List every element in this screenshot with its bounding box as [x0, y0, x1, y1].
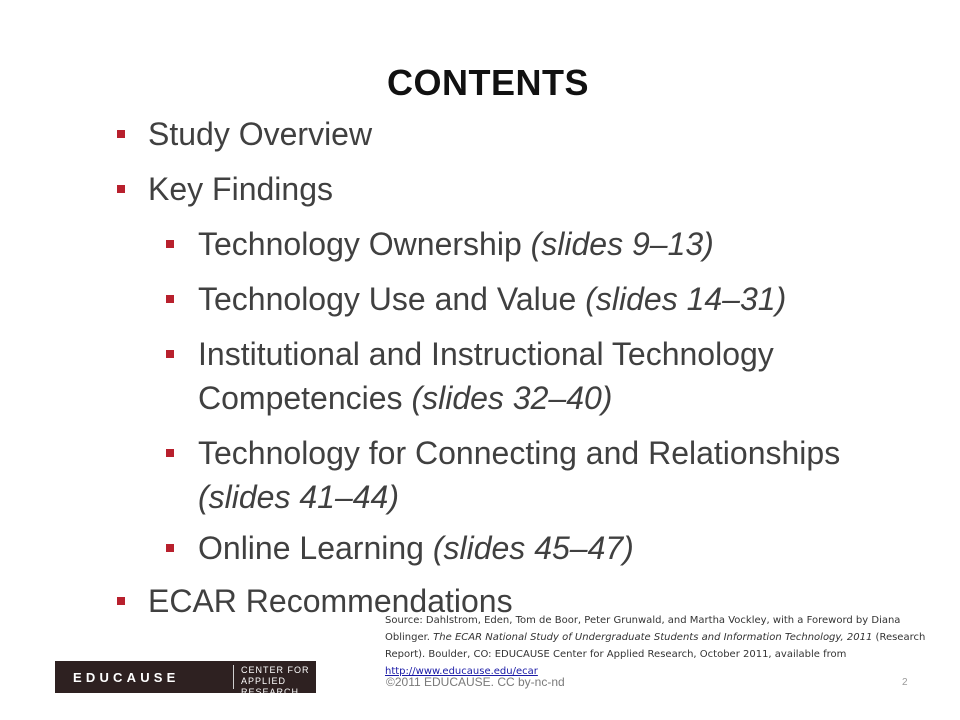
slide-range-note: (slides 41–44) [198, 479, 399, 515]
educause-logo-wordmark: EDUCAUSE [73, 670, 180, 685]
slide-range-note: (slides 14–31) [585, 281, 787, 317]
list-item-connecting-relationships [198, 431, 840, 519]
source-link[interactable]: http://www.educause.edu/ecar [385, 666, 538, 677]
page-number: 2 [902, 677, 908, 688]
educause-logo-bar [55, 661, 316, 697]
list-item-label: Institutional and Instructional Technology [198, 336, 774, 372]
slide-range-note: (slides 9–13) [530, 226, 714, 262]
square-bullet-icon [117, 185, 125, 193]
list-item-institutional-competencies [198, 332, 774, 420]
logo-subtitle-line2: APPLIED RESEARCH [241, 676, 300, 697]
list-item-label: Study Overview [148, 116, 373, 152]
square-bullet-icon [117, 597, 125, 605]
square-bullet-icon [117, 130, 125, 138]
source-report-title: The ECAR National Study of Undergraduate Students and Information Technology, 2011 [433, 632, 873, 643]
source-citation [385, 612, 945, 680]
square-bullet-icon [166, 295, 174, 303]
logo-divider [233, 665, 234, 689]
logo-subtitle-line1: CENTER FOR [241, 665, 310, 675]
square-bullet-icon [166, 350, 174, 358]
list-item-technology-use-value [198, 277, 786, 321]
list-item-label-line2: Competencies [198, 380, 412, 416]
list-item-technology-ownership [198, 222, 714, 266]
source-suffix: (Research Report). Boulder, CO: EDUCAUSE Center for Applied Research, October 2011, available from [385, 632, 926, 660]
list-item-label: Technology for Connecting and Relationships [198, 435, 841, 471]
slide-title: CONTENTS [387, 62, 589, 103]
square-bullet-icon [166, 449, 174, 457]
list-item-label: Online Learning [198, 530, 433, 566]
list-item-online-learning [198, 526, 634, 570]
slide-range-note: (slides 32–40) [411, 380, 613, 416]
logo-subtitle [241, 665, 316, 698]
list-item-label: Technology Ownership [198, 226, 531, 262]
square-bullet-icon [166, 544, 174, 552]
list-item-label: Technology Use and Value [198, 281, 586, 317]
list-item-key-findings [148, 167, 333, 211]
list-item-label: Key Findings [148, 171, 333, 207]
copyright-text: ©2011 EDUCAUSE. CC by-nc-nd [386, 675, 565, 689]
list-item-study-overview [148, 112, 372, 156]
square-bullet-icon [166, 240, 174, 248]
source-prefix: Source: Dahlstrom, Eden, Tom de Boor, Peter Grunwald, and Martha Vockley, with a Foreword by Diana Oblinger. [385, 615, 901, 643]
list-item-label: ECAR Recommendations [148, 583, 513, 619]
slide-range-note: (slides 45–47) [432, 530, 634, 566]
